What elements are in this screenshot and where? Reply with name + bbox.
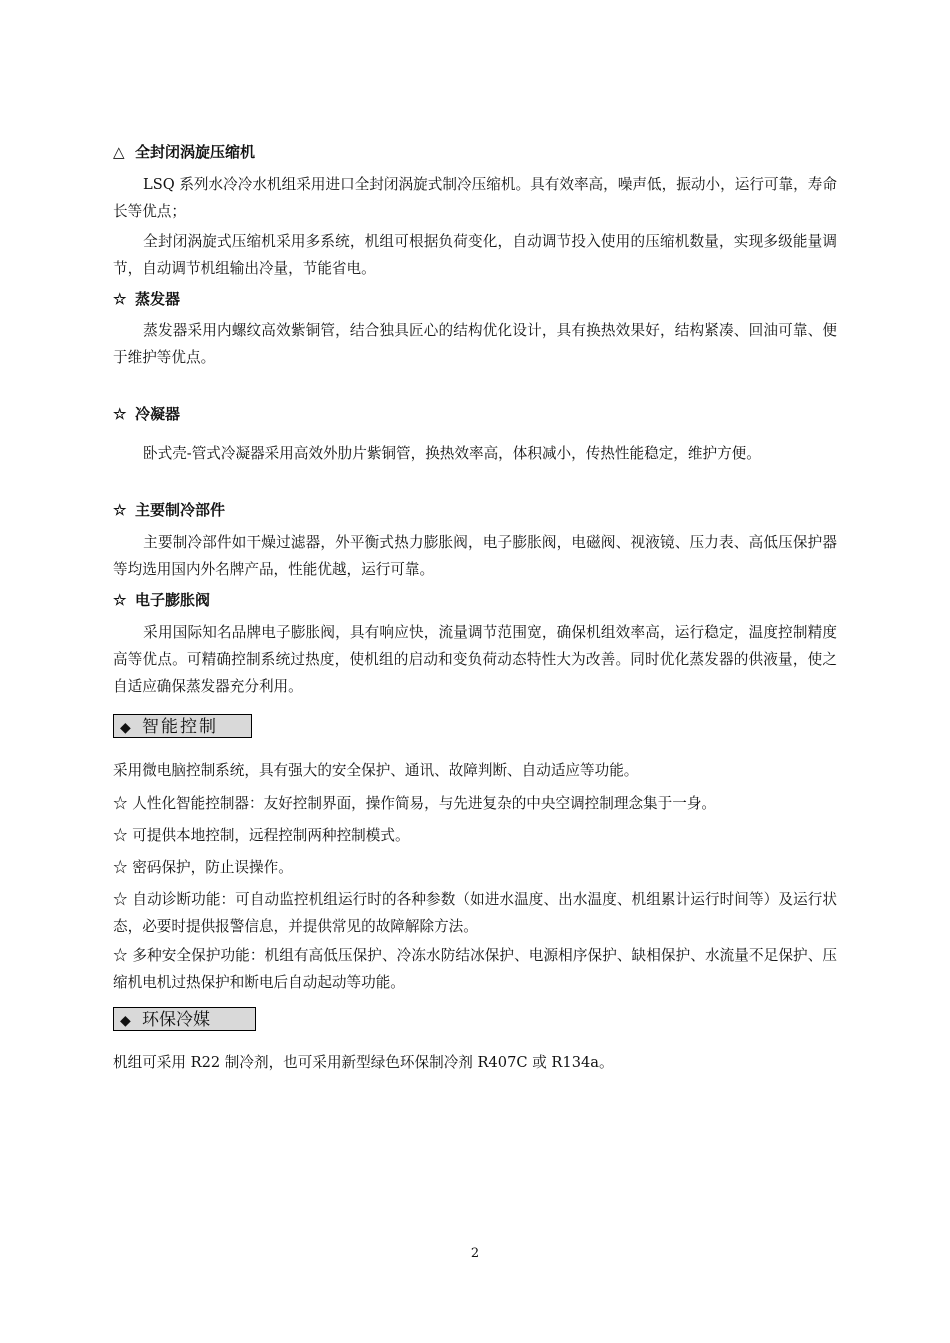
list-item	[113, 942, 837, 996]
paragraph-evaporator-text: 蒸发器采用内螺纹高效紫铜管，结合独具匠心的结构优化设计，具有换热效果好，结构紧凑、回油可靠、便于维护等优点。	[113, 322, 837, 366]
paragraph-refrigeration-parts	[113, 529, 837, 583]
heading-expansion-valve-label: 电子膨胀阀	[135, 591, 211, 609]
heading-refrigerant-label: 环保冷媒	[142, 1010, 210, 1030]
star-icon: ☆	[113, 859, 128, 876]
paragraph-refrigeration-parts-text: 主要制冷部件如干燥过滤器，外平衡式热力膨胀阀，电子膨胀阀，电磁阀、视液镜、压力表、高低压保护器等均选用国内外名牌产品，性能优越，运行可靠。	[113, 534, 837, 578]
list-item-text: 人性化智能控制器：友好控制界面，操作简易，与先进复杂的中央空调控制理念集于一身。	[132, 795, 717, 812]
star-icon: ☆	[113, 827, 128, 844]
heading-compressor	[113, 142, 255, 162]
paragraph-refrigerant	[113, 1049, 837, 1076]
diamond-icon: ◆	[120, 1013, 131, 1029]
paragraph-smart-control-intro-text: 采用微电脑控制系统，具有强大的安全保护、通讯、故障判断、自动适应等功能。	[113, 762, 639, 779]
star-icon: ☆	[113, 591, 127, 609]
heading-condenser-label: 冷凝器	[135, 405, 181, 423]
page-number: 2	[470, 1246, 480, 1261]
paragraph-compressor-2	[113, 228, 837, 282]
star-icon: ☆	[113, 891, 128, 908]
heading-refrigerant	[113, 1007, 256, 1031]
paragraph-expansion-valve	[113, 619, 837, 700]
heading-evaporator	[113, 289, 180, 309]
star-icon: ☆	[113, 795, 128, 812]
heading-condenser	[113, 404, 180, 424]
star-icon: ☆	[113, 947, 128, 964]
paragraph-smart-control-intro	[113, 757, 837, 784]
paragraph-compressor-1	[113, 171, 837, 225]
list-item	[113, 854, 837, 881]
heading-smart-control-label: 智能控制	[142, 717, 218, 737]
star-icon: ☆	[113, 405, 127, 423]
paragraph-compressor-2-text: 全封闭涡旋式压缩机采用多系统，机组可根据负荷变化，自动调节投入使用的压缩机数量，实现多级能量调节，自动调节机组输出冷量，节能省电。	[113, 233, 837, 277]
list-item-text: 密码保护，防止误操作。	[132, 859, 293, 876]
heading-refrigeration-parts-label: 主要制冷部件	[135, 501, 226, 519]
list-item	[113, 886, 837, 940]
paragraph-condenser-text: 卧式壳-管式冷凝器采用高效外肋片紫铜管，换热效率高，体积减小，传热性能稳定，维护方便。	[143, 445, 761, 462]
heading-expansion-valve	[113, 590, 210, 610]
heading-compressor-label: 全封闭涡旋压缩机	[135, 143, 256, 161]
list-item-text: 可提供本地控制，远程控制两种控制模式。	[132, 827, 410, 844]
list-item	[113, 790, 837, 817]
list-item	[113, 822, 837, 849]
heading-refrigeration-parts	[113, 500, 225, 520]
paragraph-evaporator	[113, 317, 837, 371]
list-item-text: 多种安全保护功能：机组有高低压保护、冷冻水防结冰保护、电源相序保护、缺相保护、水流量不足保护、压缩机电机过热保护和断电后自动起动等功能。	[113, 947, 837, 991]
heading-evaporator-label: 蒸发器	[135, 290, 181, 308]
heading-smart-control	[113, 714, 252, 738]
paragraph-condenser	[113, 440, 837, 467]
triangle-icon: △	[113, 143, 125, 161]
star-icon: ☆	[113, 290, 127, 308]
star-icon: ☆	[113, 501, 127, 519]
paragraph-refrigerant-text: 机组可采用 R22 制冷剂，也可采用新型绿色环保制冷剂 R407C 或 R134a。	[113, 1054, 614, 1071]
diamond-icon: ◆	[120, 720, 131, 736]
paragraph-expansion-valve-text: 采用国际知名品牌电子膨胀阀，具有响应快，流量调节范围宽，确保机组效率高，运行稳定，温度控制精度高等优点。可精确控制系统过热度，使机组的启动和变负荷动态特性大为改善。同时优化蒸发器的供液量，使之自适应确保蒸发器充分利用。	[113, 624, 837, 695]
list-item-text: 自动诊断功能：可自动监控机组运行时的各种参数（如进水温度、出水温度、机组累计运行时间等）及运行状态，必要时提供报警信息，并提供常见的故障解除方法。	[113, 891, 837, 935]
paragraph-compressor-1-text: LSQ 系列水冷冷水机组采用进口全封闭涡旋式制冷压缩机。具有效率高，噪声低，振动小，运行可靠，寿命长等优点；	[113, 176, 837, 220]
